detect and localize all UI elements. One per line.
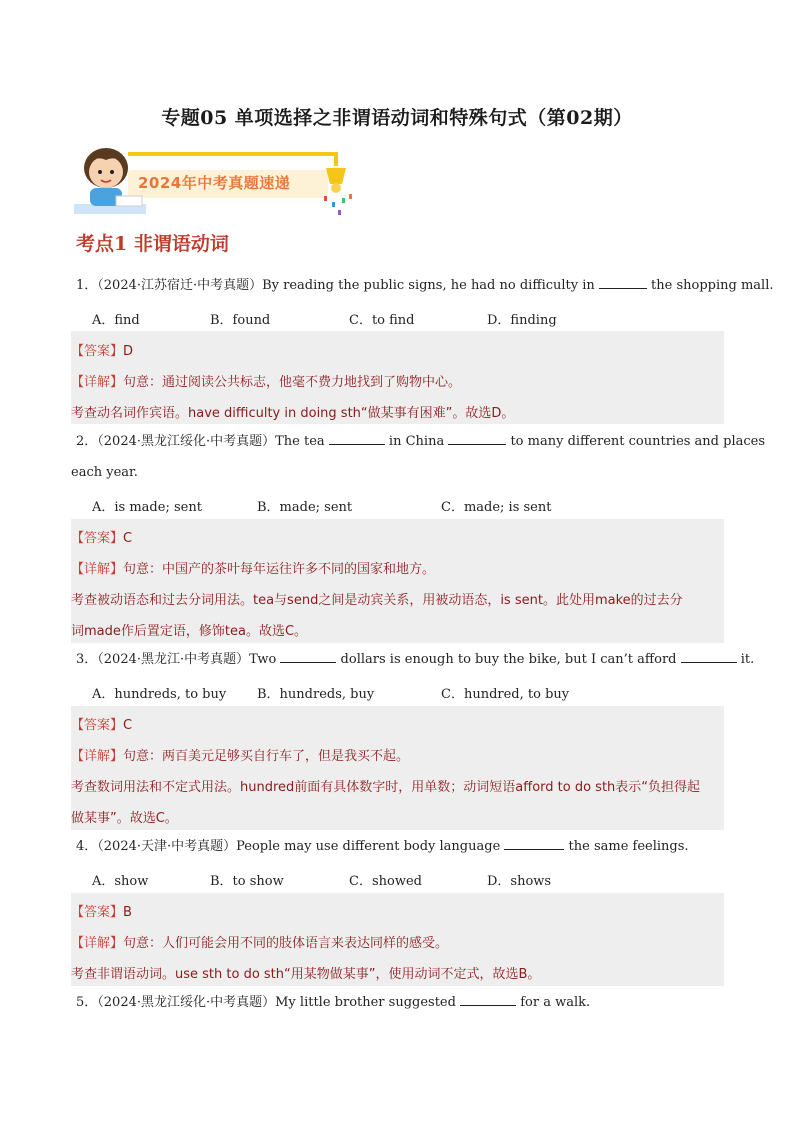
question-4-stem: 4．（2024·天津·中考真题）People may use different body language the same feelings.: [76, 839, 689, 854]
answer-blank: [448, 433, 506, 445]
answer-line: 【答案】C: [71, 531, 133, 546]
answer-blank: [504, 838, 564, 850]
answer-blank: [599, 277, 647, 289]
detail-line: 做某事”。故选C。: [71, 811, 178, 826]
detail-line: 【详解】句意：两百美元足够买自行车了，但是我买不起。: [71, 749, 410, 764]
option: C．made; is sent: [441, 500, 552, 515]
option: A．show: [92, 874, 149, 889]
section-heading: 考点1 非谓语动词: [76, 233, 229, 255]
option: D．shows: [487, 874, 552, 889]
detail-line: 考查动名词作宾语。have difficulty in doing sth“做某事有困难”。故选D。: [71, 406, 515, 421]
option: C．showed: [349, 874, 422, 889]
answer-blank: [329, 433, 385, 445]
banner-text: 2024年中考真题速递: [138, 174, 291, 192]
detail-line: 考查非谓语动词。use sth to do sth“用某物做某事”，使用动词不定式，故选B。: [71, 967, 541, 982]
page-title: 专题05 单项选择之非谓语动词和特殊句式（第02期）: [161, 107, 633, 129]
detail-line: 考查被动语态和过去分词用法。tea与send之间是动宾关系，用被动语态，is sent。此处用make的过去分: [71, 593, 683, 608]
detail-line: 词made作后置定语，修饰tea。故选C。: [71, 624, 308, 639]
detail-line: 考查数词用法和不定式用法。hundred前面有具体数字时，用单数；动词短语afford to do sth表示“负担得起: [71, 780, 701, 795]
detail-line: 【详解】句意：人们可能会用不同的肢体语言来表达同样的感受。: [71, 936, 449, 951]
detail-line: 【详解】句意：中国产的茶叶每年运往许多不同的国家和地方。: [71, 562, 436, 577]
answer-blank: [280, 651, 336, 663]
option: A．hundreds, to buy: [92, 687, 227, 702]
answer-blank: [460, 994, 516, 1006]
question-2-stem: 2．（2024·黑龙江绥化·中考真题）The tea in China to many different countries and places: [76, 434, 766, 449]
option: A．is made; sent: [92, 500, 202, 515]
option: D．finding: [487, 313, 557, 328]
option: A．find: [92, 313, 140, 328]
option: B．made; sent: [257, 500, 353, 515]
question-2-stem-line-2: each year.: [71, 465, 138, 480]
option: C．to find: [349, 313, 415, 328]
option: C．hundred, to buy: [441, 687, 570, 702]
answer-line: 【答案】B: [71, 905, 132, 920]
option: B．found: [210, 313, 271, 328]
question-3-stem: 3．（2024·黑龙江·中考真题）Two dollars is enough to buy the bike, but I can’t afford it.: [76, 652, 755, 667]
answer-line: 【答案】D: [71, 344, 134, 359]
option: B．to show: [210, 874, 284, 889]
answer-blank: [681, 651, 737, 663]
answer-line: 【答案】C: [71, 718, 133, 733]
question-1-stem: 1．（2024·江苏宿迁·中考真题）By reading the public signs, he had no difficulty in the shopping mall.: [76, 278, 774, 293]
detail-line: 【详解】句意：通过阅读公共标志，他毫不费力地找到了购物中心。: [71, 375, 462, 390]
option: B．hundreds, buy: [257, 687, 375, 702]
question-5-stem: 5．（2024·黑龙江绥化·中考真题）My little brother suggested for a walk.: [76, 995, 591, 1010]
